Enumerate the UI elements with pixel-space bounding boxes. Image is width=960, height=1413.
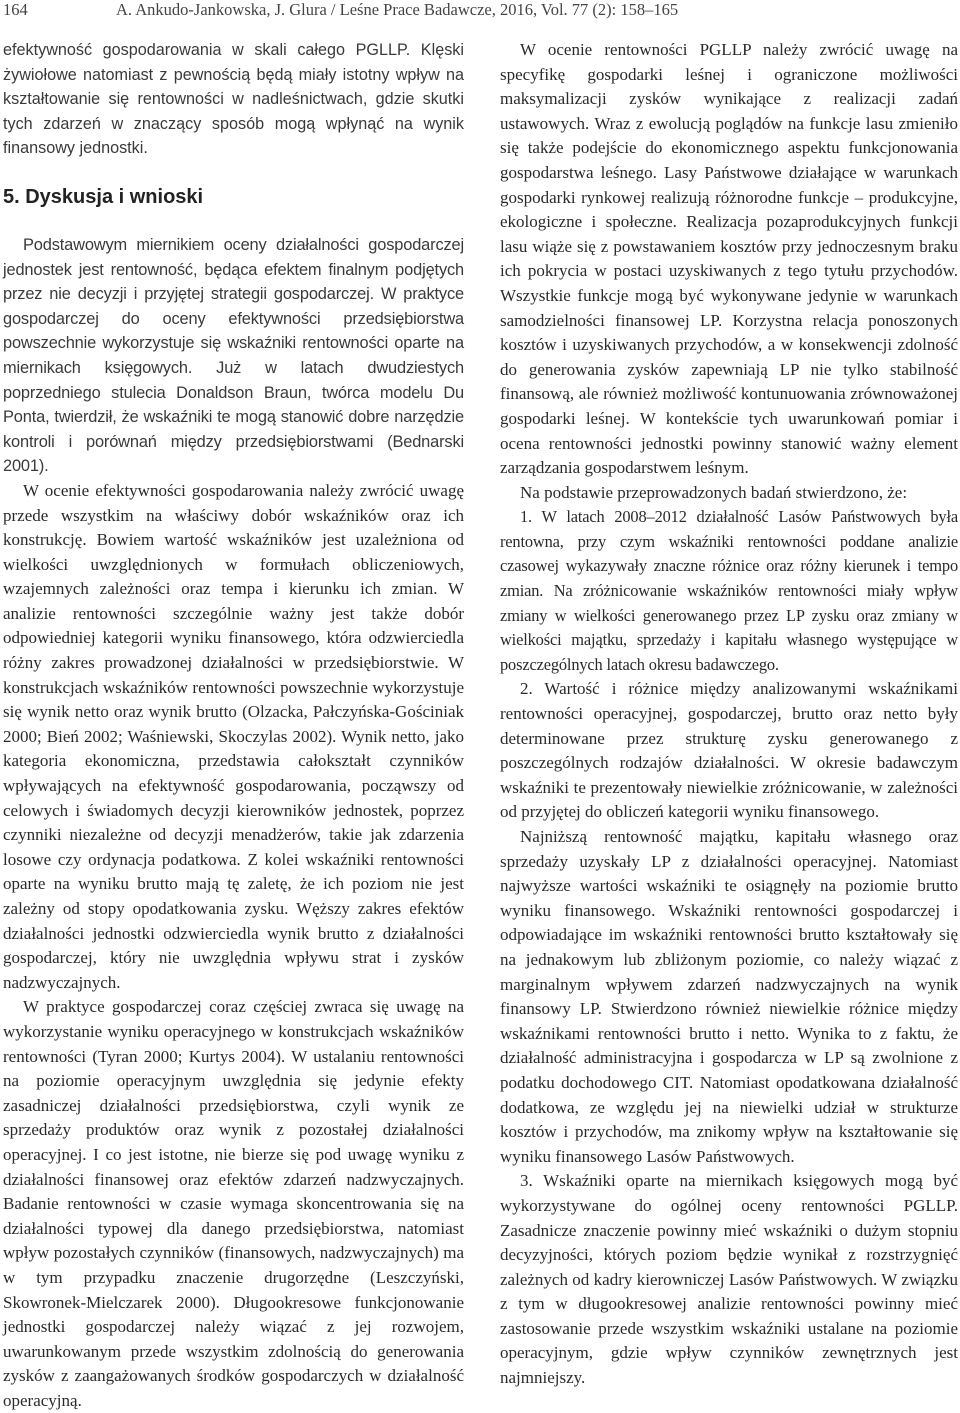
running-title: A. Ankudo-Jankowska, J. Glura / Leśne Prace Badawcze, 2016, Vol. 77 (2): 158–165: [116, 0, 679, 19]
left-column: [3, 38, 464, 1410]
right-paragraph-1: W ocenie rentowności PGLLP należy zwrócić uwagę na specyfikę gospodarki leśnej i ograniczone możliwości maksymalizacji zysków wynikające z realizacji zadań ustawowych. Wraz z ewolucją poglądów na funkcje lasu zmieniło się także podejście do ekonomicznego aspektu funkcjonowania gospodarstwa leśnego. Lasy Państwowe działające w warunkach gospodarki rynkowej realizują różnorodne funkcje – produkcyjne, ekologiczne i społeczne. Realizacja pozaprodukcyjnych funkcji lasu wiąże się z powstawaniem kosztów przy jednoczesnym braku ich pokrycia w postaci uzyskiwanych z tego tytułu przychodów. Wszystkie funkcje mogą być wykonywane jedynie w warunkach samodzielności finansowej LP. Korzystna relacja ponoszonych kosztów i uzyskiwanych przychodów, a w konsekwencji zdolność do generowania zysków zapewniają LP nie tylko stabilność finansową, ale również możliwość kontunuowania zrównoważonej gospodarki leśnej. W kontekście tych uwarunkowań pomiar i ocena rentowności jednostki powinny stanowić ważny element zarządzania gospodarstwem leśnym.: [500, 40, 958, 478]
discussion-paragraph-2: W ocenie efektywności gospodarowania należy zwrócić uwagę przede wszystkim na właściwy dobór wskaźników oraz ich konstrukcję. Bowiem wartość wskaźników jest uzależniona od wielkości uwzględnionych w formułach obliczeniowych, wzajemnych zależności oraz tempa i kierunku ich zmian. W analizie rentowności szczególnie ważny jest także dobór odpowiedniej kategorii wyniku finansowego, która odzwierciedla różny zakres prowadzonej działalności w przedsiębiorstwie. W konstrukcjach wskaźników rentowności powszechnie wykorzystuje się wynik netto oraz wynik brutto (Olzacka, Pałczyńska-Gościniak 2000; Bień 2002; Waśniewski, Skoczylas 2002). Wynik netto, jako kategoria ekonomiczna, przedstawia całokształt czynników wpływających na efektywność gospodarowania, począwszy od celowych i świadomych decyzji kierowników jednostek, poprzez czynniki niezależne od decyzji menadżerów, takie jak zdarzenia losowe czy ordynacja podatkowa. Z kolei wskaźniki rentowności oparte na wyniku brutto mają tę zaletę, że ich poziom nie jest zależny od stopy opodatkowania zysku. Węższy zakres efektów działalności jednostki odzwierciedla wynik brutto z działalności gospodarczej, który nie uwzględnia wpływu strat i zysków nadzwyczajnych.: [3, 480, 464, 992]
running-header: [0, 0, 960, 24]
conclusions-intro: Na podstawie przeprowadzonych badań stwierdzono, że:: [520, 482, 908, 502]
discussion-paragraph-3: W praktyce gospodarczej coraz częściej zwraca się uwagę na wykorzystanie wyniku operacyjnego w konstrukcjach wskaźników rentowności (Tyran 2000; Kurtys 2004). W ustalaniu rentowności na poziomie operacyjnym uwzględnia się jedynie efekty zasadniczej działalności przedsiębiorstwa, czyli wynik ze sprzedaży produktów oraz wynik z pozostałej działalności operacyjnej. I co jest istotne, nie bierze się pod uwagę wyniku z działalności finansowej oraz efektów zdarzeń nadzwyczajnych. Badanie rentowności w czasie wymaga skoncentrowania się na działalności typowej dla danego przedsiębiorstwa, natomiast wpływ pozostałych czynników (finansowych, nadzwyczajnych) ma w tym przypadku znaczenie drugorzędne (Leszczyński, Skowronek-Mielczarek 2000). Długookresowe funkcjonowanie jednostki gospodarczej należy wiązać z jej rozwojem, uwarunkowanym przede wszystkim zdolnością do generowania zysków z zaangażowanych środków gospodarczych w działalność operacyjną.: [3, 997, 464, 1410]
right-column: [500, 38, 958, 1388]
conclusion-1: 1. W latach 2008–2012 działalność Lasów Państwowych była rentowna, przy czym wskaźniki rentowności poddane analizie czasowej wykazywały znaczne różnice oraz różny kierunek i tempo zmian. Na zróżnicowanie wskaźników rentowności miały wpływ zmiany w wielkości generowanego przez LP zysku oraz zmiany w wielkości majątku, sprzedaży i kapitału własnego występujące w poszczególnych latach okresu badawczego.: [500, 507, 958, 674]
conclusion-2-continued: Najniższą rentowność majątku, kapitału własnego oraz sprzedaży uzyskały LP z działalności operacyjnej. Natomiast najwyższe wartości wskaźniki te osiągnęły na poziomie brutto wyniku finansowego. Wskaźniki rentowności gospodarczej i odpowiadające im wskaźniki rentowności brutto kształtowały się na jednakowym lub zbliżonym poziomie, co należy wiązać z marginalnym wpływem zdarzeń nadzwyczajnych na wynik finansowy LP. Stwierdzono również niewielkie różnice między wskaźnikami rentowności brutto i netto. Wynika to z faktu, że działalność administracyjna i gospodarcza w LP są zwolnione z podatku dochodowego CIT. Natomiast opodatkowana działalność dodatkowa, ze względu jej na niewielki udział w strukturze kosztów i przychodów, ma znikomy wpływ na kształtowanie się wyniku finansowego Lasów Państwowych.: [500, 827, 958, 1166]
discussion-paragraph-1: Podstawowym miernikiem oceny działalności gospodarczej jednostek jest rentowność, będąca efektem finalnym podjętych przez nie decyzji i przyjętej strategii gospodarczej. W praktyce gospodarczej do oceny efektywności przedsiębiorstwa powszechnie wykorzystuje się wskaźniki rentowności oparte na miernikach księgowych. Już w latach dwudziestych poprzedniego stulecia Donaldson Braun, twórca modelu Du Ponta, twierdził, że wskaźniki te mogą stanowić dobre narzędzie kontroli i porównań między przedsiębiorstwami (Bednarski 2001).: [3, 235, 464, 476]
conclusion-3: 3. Wskaźniki oparte na miernikach księgowych mogą być wykorzystywane do ogólnej oceny rentowności PGLLP. Zasadnicze znaczenie powinny mieć wskaźniki o dużym stopniu decyzyjności, których poziom będzie wynikał z rozstrzygnięć zależnych od kadry kierowniczej Lasów Państwowych. W związku z tym w długookresowej analizie rentowności powinny mieć zastosowanie przede wszystkim wskaźniki ustalane na poziomie operacyjnym, gdzie wpływ czynników zewnętrznych jest najmniejszy.: [500, 1171, 958, 1388]
page-number: 164: [3, 0, 28, 19]
section-heading: 5. Dyskusja i wnioski: [3, 185, 204, 208]
intro-paragraph: efektywność gospodarowania w skali całego PGLLP. Klęski żywiołowe natomiast z pewnością będą miały istotny wpływ na kształtowanie się rentowności w nadleśnictwach, gdzie skutki tych zdarzeń w znaczący sposób mogą wpłynąć na wynik finansowy jednostki.: [3, 41, 464, 158]
conclusion-2: 2. Wartość i różnice między analizowanymi wskaźnikami rentowności operacyjnej, gospodarczej, brutto oraz netto były determinowane przez strukturę zysku generowanego z poszczególnych rodzajów działalności. W okresie badawczym wskaźniki te prezentowały niewielkie zróżnicowanie, w zależności od przyjętej do obliczeń kategorii wyniku finansowego.: [500, 679, 958, 822]
